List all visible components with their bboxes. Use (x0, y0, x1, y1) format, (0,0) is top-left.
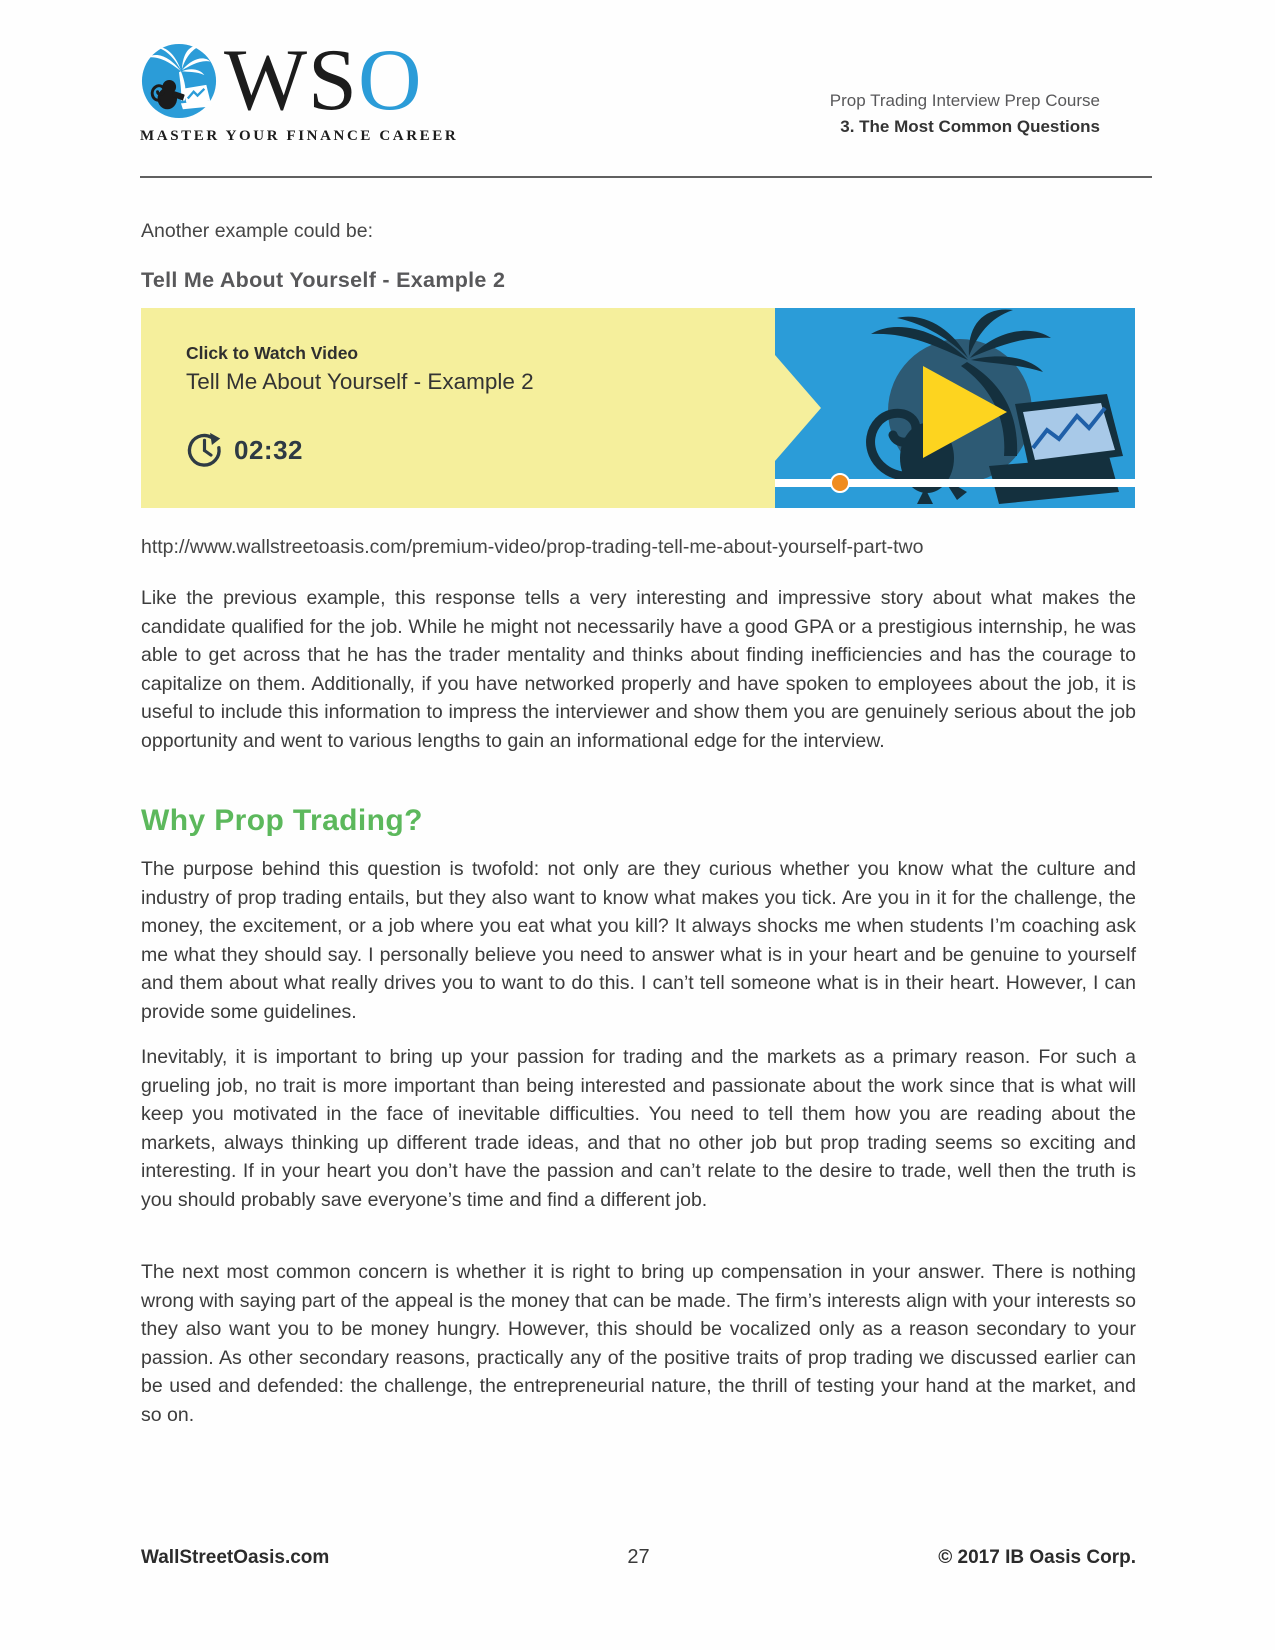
clock-icon (186, 432, 223, 469)
video-cta-label: Click to Watch Video (186, 343, 359, 363)
section-title: 3. The Most Common Questions (840, 117, 1100, 136)
footer-site: WallStreetOasis.com (141, 1547, 330, 1568)
video-title: Tell Me About Yourself - Example 2 (186, 369, 534, 394)
video-playhead[interactable] (830, 473, 850, 493)
wso-acronym: WSO (224, 32, 423, 129)
video-card[interactable] (141, 308, 1135, 508)
example-heading: Tell Me About Yourself - Example 2 (141, 268, 506, 292)
course-title: Prop Trading Interview Prep Course (829, 91, 1100, 110)
video-thumbnail[interactable] (775, 308, 1135, 508)
header-meta (830, 88, 1100, 140)
chevron-right-icon (775, 355, 821, 461)
wso-logo (140, 32, 459, 145)
footer-page-number: 27 (627, 1546, 650, 1568)
header-divider (140, 176, 1152, 178)
paragraph: Inevitably, it is important to bring up your passion for trading and the markets as a primary reason. For such a grueling job, no trait is more important than being interested and passionate about the work since that is what will keep you motivated in the face of inevitable difficulties. You need to tell them how you are reading about the markets, always thinking up different trade ideas, and that no other job but prop trading seems so exciting and interesting. If in your heart you don’t have the passion and can’t relate to the desire to trade, well then the truth is you should probably save everyone’s time and find a different job. (141, 1046, 1136, 1211)
paragraph: The purpose behind this question is twofold: not only are they curious whether you know what the culture and industry of prop trading entails, but they also want to know what makes you tick. Are you in it for the challenge, the money, the excitement, or a job where you eat what you kill? It always shocks me when students I’m coaching ask me what they should say. I personally believe you need to answer what is in your heart and be genuine to yourself and them about what really drives you to want to do this. I can’t tell someone what is in their heart. However, I can provide some guidelines. (141, 858, 1136, 1023)
video-thumbnail-illustration (775, 308, 1135, 508)
video-progress-bar[interactable] (775, 479, 1135, 487)
page-footer (141, 1546, 1136, 1569)
footer-copyright: © 2017 IB Oasis Corp. (938, 1547, 1137, 1568)
paragraph: The next most common concern is whether it is right to bring up compensation in your answer. There is nothing wrong with saying part of the appeal is the money that can be made. The firm’s interests align with your interests so they also want you to be money hungry. However, this should be vocalized only as a reason secondary to your passion. As other secondary reasons, practically any of the positive traits of prop trading we discussed earlier can be used and defended: the challenge, the entrepreneurial nature, the thrill of testing your hand at the market, and so on. (141, 1261, 1136, 1426)
video-url-link[interactable]: http://www.wallstreetoasis.com/premium-video/prop-trading-tell-me-about-yourself-part-two (141, 536, 924, 558)
logo-tagline: MASTER YOUR FINANCE CAREER (140, 128, 459, 144)
video-duration: 02:32 (234, 435, 303, 465)
intro-line: Another example could be: (141, 220, 373, 242)
why-prop-trading-heading: Why Prop Trading? (141, 804, 423, 837)
paragraph: Like the previous example, this response tells a very interesting and impressive story about what makes the candidate qualified for the job. While he might not necessarily have a good GPA or a prestigious internship, he was able to get across that he has the trader mentality and thinks about finding inefficiencies and has the courage to capitalize on them. Additionally, if you have networked properly and have spoken to employees about the job, it is useful to include this information to impress the interviewer and show them you are genuinely serious about the job opportunity and went to various lengths to gain an informational edge for the interview. (141, 587, 1136, 752)
wso-monkey-palm-icon (140, 42, 218, 120)
video-card-panel (141, 308, 775, 508)
